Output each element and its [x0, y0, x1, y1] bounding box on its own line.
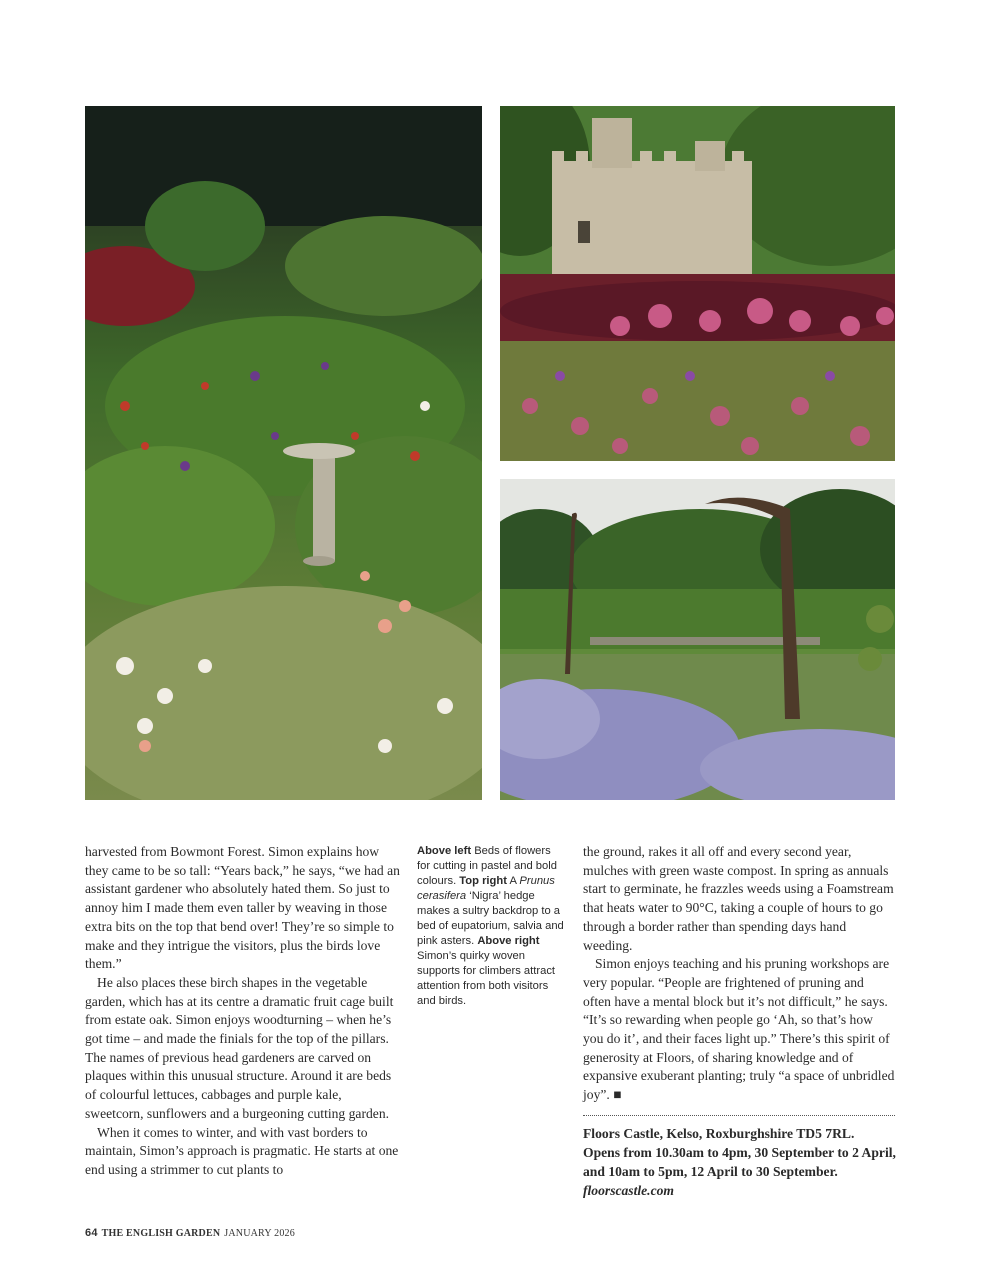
- article-paragraph: [583, 955, 895, 1105]
- end-mark: ■: [613, 1087, 622, 1103]
- page-folio: [85, 1227, 295, 1239]
- visitor-info: [583, 1124, 901, 1200]
- dotted-divider: [583, 1115, 895, 1116]
- photo-cutting-garden-image: [85, 106, 482, 800]
- caption-text-top-right: ‘Nigra’ hedge makes a sultry backdrop to a bed of eupatorium, salvia and pink asters.: [417, 890, 564, 947]
- article-paragraph: When it comes to winter, and with vast borders to maintain, Simon’s approach is pragmatic. He starts at one end using a strimmer to cut plants to: [85, 1124, 399, 1177]
- info-opening-hours: Opens from 10.30am to 4pm, 30 September to 2 April, and 10am to 5pm, 12 April to 30 September.: [583, 1145, 896, 1179]
- article-paragraph: harvested from Bowmont Forest. Simon explains how they came to be so tall: “Years back,” he says, “we had an assistant gardener who absolutely hated them. So just to annoy him I made them even taller by weaving in those extra bits on the top that bend over! They’re so simple to make and they intrigue the visitors, plus the birds love them.”: [85, 844, 400, 972]
- caption-label-above-right: Above right: [477, 935, 540, 947]
- photo-woven-supports-image: [500, 479, 895, 800]
- caption-text-above-right: Simon’s quirky woven supports for climbers attract attention from both visitors and birds.: [417, 950, 556, 1007]
- info-website-link[interactable]: floorscastle.com: [583, 1183, 674, 1198]
- photo-cutting-garden: [85, 106, 482, 800]
- photo-castle-hedge: [500, 106, 895, 461]
- page-number: 64: [85, 1227, 98, 1239]
- caption-label-above-left: Above left: [417, 845, 472, 857]
- caption-text-above-left: Beds of flowers for cutting in pastel and bold colours.: [417, 845, 557, 887]
- caption-label-top-right: Top right: [459, 875, 507, 887]
- info-address: Floors Castle, Kelso, Roxburghshire TD5 7RL.: [583, 1126, 855, 1141]
- photo-captions: [417, 844, 565, 1009]
- caption-latin-name: Prunus cerasifera: [417, 875, 555, 902]
- magazine-name: THE ENGLISH GARDEN: [101, 1228, 221, 1239]
- photo-castle-hedge-image: [500, 106, 895, 461]
- article-column-right: [583, 843, 895, 1105]
- article-paragraph: He also places these birch shapes in the vegetable garden, which has at its centre a dramatic fruit cage built from estate oak. Simon enjoys woodturning – when he’s got time – and made the finials for the top of the pillars. The names of previous head gardeners are carved on plaques within this unusual structure. Around it are beds of colourful lettuces, cabbages and purple kale, sweetcorn, sunflowers and a burgeoning cutting garden.: [85, 974, 394, 1121]
- issue-date: JANUARY 2026: [224, 1228, 295, 1239]
- caption-text-top-right-pre: A: [509, 875, 517, 887]
- photo-woven-supports: [500, 479, 895, 800]
- article-column-left: [85, 843, 401, 1180]
- article-paragraph-text: Simon enjoys teaching and his pruning workshops are very popular. “People are frightened of pruning and often have a mental block but it’s not difficult,” he says. “It’s so rewarding when people go ‘Ah, so that’s how you do it’, and their faces light up.” There’s this spirit of generosity at Floors, of sharing knowledge and of expansive exuberant planting; truly “a space of unbridled joy”.: [583, 956, 895, 1103]
- article-paragraph: the ground, rakes it all off and every second year, mulches with green waste compost. In spring as annuals start to germinate, he frazzles weeds using a Foamstream that heats water to 90°C, taking a couple of hours to go through a border rather than spending days hand weeding.: [583, 844, 894, 953]
